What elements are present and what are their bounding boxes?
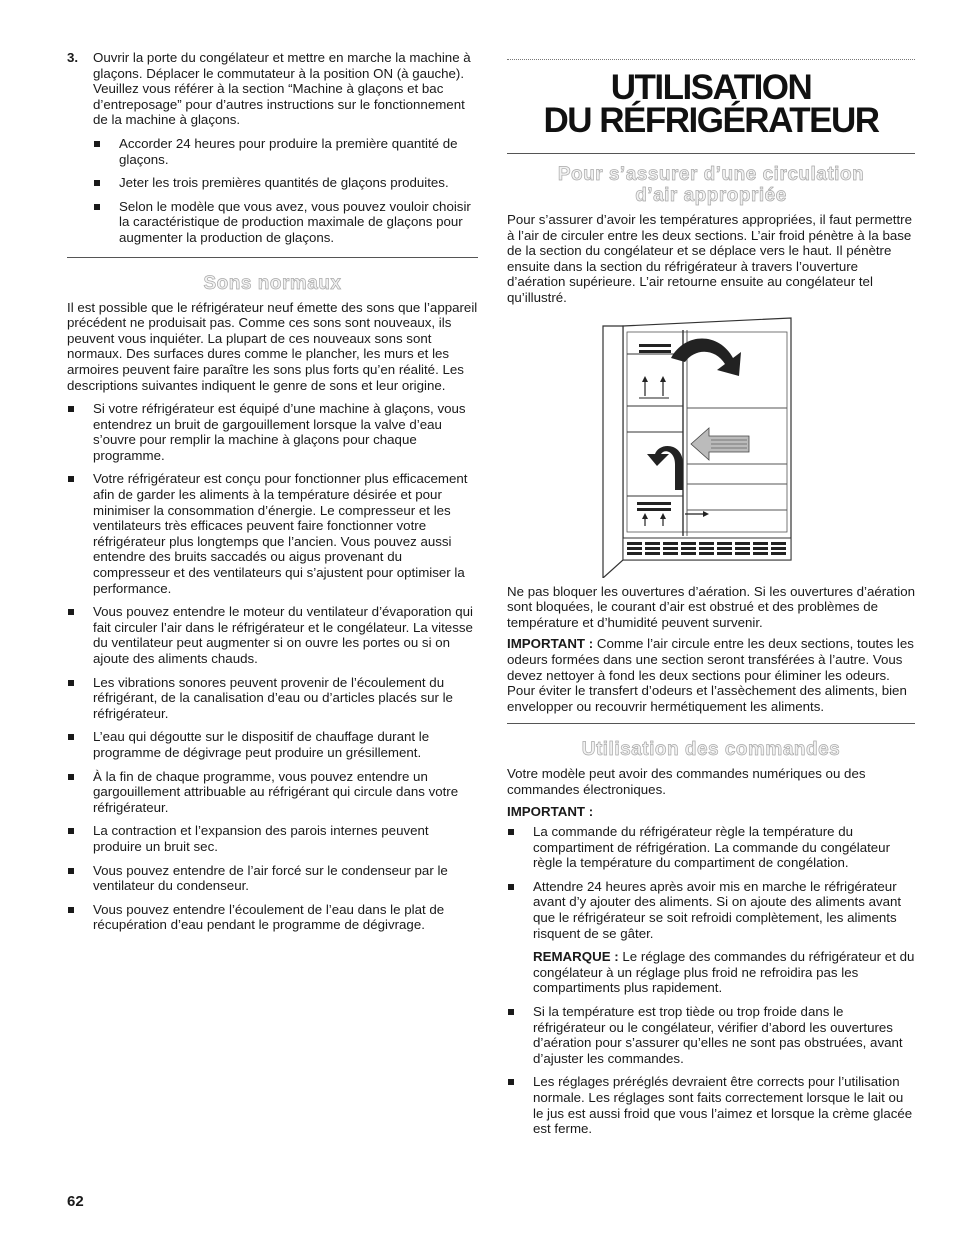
list-item: Vous pouvez entendre le moteur du ventilateur d’évaporation qui fait circuler l’air dans le réfrigérateur et le congélateur. La vitesse du ventilateur peut augmenter si on ouvre les portes ou si on ajoute des aliments chauds. [67, 604, 478, 666]
important-label: IMPORTANT : [507, 636, 594, 652]
air-circulation-illustration [599, 314, 805, 578]
list-item: Si la température est trop tiède ou trop froide dans le réfrigérateur ou le congélateur, vérifier d’abord les ouvertures d’aération pour s’assurer qu’elles ne sont pas obstruées, avant d’ajuster les commandes. [507, 1004, 915, 1066]
title-rule-top [507, 59, 915, 60]
list-item: Attendre 24 heures après avoir mis en marche le réfrigérateur avant d’y ajouter des aliments. Si on ajoute des aliments avant que le réfrigérateur se soit refroidi complètement, les aliments risquent de se gâter. [507, 879, 915, 941]
list-item: Jeter les trois premières quantités de glaçons produites. [93, 175, 478, 191]
list-item: La contraction et l’expansion des parois internes peuvent produire un bruit sec. [67, 823, 478, 854]
list-item: Vous pouvez entendre l’écoulement de l’eau dans le plat de récupération d’eau pendant le programme de dégivrage. [67, 902, 478, 933]
list-item: Si votre réfrigérateur est équipé d’une machine à glaçons, vous entendrez un bruit de gargouillement lorsque la valve d’eau s’ouvre pour remplir la machine à glaçons pour chaque programme. [67, 401, 478, 463]
section-heading-commandes: Utilisation des commandes [581, 739, 841, 761]
page-title [507, 68, 915, 140]
list-item: Accorder 24 heures pour produire la première quantité de glaçons. [93, 136, 478, 167]
step-3-text: Ouvrir la porte du congélateur et mettre en marche la machine à glaçons. Déplacer le commutateur à la position ON (à gauche). Veuillez vous référer à la section “Machine à glaçons et bac d’entreposage” pour d’autres instructions sur le fonctionnement de la machine à glaçons. [93, 50, 471, 128]
sons-bullets [67, 401, 478, 933]
remarque-text: Le réglage des commandes du réfrigérateur et du congélateur à un réglage plus froid ne refroidira pas les compartiments plus rapidement. [533, 949, 915, 996]
step-3-bullets [93, 136, 478, 246]
right-column [507, 50, 915, 1137]
circulation-intro: Pour s’assurer d’avoir les températures appropriées, il faut permettre à l’air de circuler entre les deux sections. L’air froid pénètre à la base de la section du congélateur et se déplace vers le haut. Il pénètre ensuite dans la section du réfrigérateur à travers l’ouverture d’aération supérieure. L’air retourne ensuite au congélateur tel qu’illustré. [507, 212, 912, 305]
remarque-label: REMARQUE : [533, 949, 619, 965]
list-item: L’eau qui dégoutte sur le dispositif de chauffage durant le programme de dégivrage peut produire un grésillement. [67, 729, 478, 760]
page-title-line-1: UTILISATION [610, 68, 812, 107]
step-3 [67, 50, 478, 128]
section-heading-circulation: Pour s’assurer d’une circulation d’air appropriée [557, 164, 865, 206]
commandes-intro: Votre modèle peut avoir des commandes numériques ou des commandes électroniques. [507, 766, 866, 797]
important-text: Comme l’air circule entre les deux sections, toutes les odeurs formées dans une section seront transférées à l’autre. Vous devez nettoyer à fond les deux sections pour éliminer les odeurs. Pour éviter le transfert d’odeurs et l’assèchement des aliments, bien envelopper ou recouvrir hermétiquement les aliments. [507, 636, 914, 714]
page-number: 62 [67, 1193, 84, 1210]
title-rule-bottom [507, 153, 915, 154]
circulation-important [507, 636, 915, 714]
page-title-line-2: DU RÉFRIGÉRATEUR [543, 101, 879, 140]
commandes-bullets [507, 824, 915, 941]
list-item: Votre réfrigérateur est conçu pour fonctionner plus efficacement afin de garder les aliments à la température désirée et pour minimiser la consommation d’énergie. Le compresseur et les ventilateurs très efficaces peuvent faire fonctionner votre réfrigérateur plus longtemps que l’ancien. Vous pouvez aussi entendre des bruits saccadés ou aigus provenant du compresseur et des ventilateurs qui s’ajustent pour optimiser la performance. [67, 471, 478, 596]
list-item: À la fin de chaque programme, vous pouvez entendre un gargouillement attribuable au réfrigérant qui circule dans votre réfrigérateur. [67, 769, 478, 816]
list-item: Les vibrations sonores peuvent provenir de l’écoulement du réfrigérant, de la canalisation d’eau ou d’articles placés sur le réfrigérateur. [67, 675, 478, 722]
circulation-after: Ne pas bloquer les ouvertures d’aération. Si les ouvertures d’aération sont bloquées, le courant d’air est obstrué et des problèmes de température et d’humidité peuvent survenir. [507, 583, 916, 630]
list-item: Selon le modèle que vous avez, vous pouvez vouloir choisir la caractéristique de production maximale de glaçons pour augmenter la production de glaçons. [93, 199, 478, 246]
section-divider [67, 257, 478, 258]
step-number: 3. [67, 50, 79, 65]
list-item: La commande du réfrigérateur règle la température du compartiment de réfrigération. La commande du congélateur règle la température du compartiment de congélation. [507, 824, 915, 871]
list-item: Les réglages préréglés devraient être corrects pour l’utilisation normale. Les réglages sont faits correctement lorsque le lait ou le jus est aussi froid que vous l’aimez et lorsque la crème glacée est ferme. [507, 1074, 915, 1136]
commandes-important-label: IMPORTANT : [507, 803, 594, 819]
list-item: Vous pouvez entendre de l’air forcé sur le condenseur par le ventilateur du condenseur. [67, 863, 478, 894]
sons-intro: Il est possible que le réfrigérateur neuf émette des sons que l’appareil précédent ne produisait pas. Comme ces sons sont nouveaux, ils peuvent vous inquiéter. La plupart de ces nouveaux sons sont normaux. Des surfaces dures comme le plancher, les murs et les armoires peuvent faire paraître les sons plus forts qu’en réalité. Les descriptions suivantes indiquent le genre de sons et leur origine. [67, 299, 478, 393]
commandes-bullets-2 [507, 1004, 915, 1137]
commandes-remarque [533, 949, 915, 996]
left-column [67, 50, 478, 933]
section-heading-sons: Sons normaux [203, 272, 342, 294]
section-divider [507, 723, 915, 724]
